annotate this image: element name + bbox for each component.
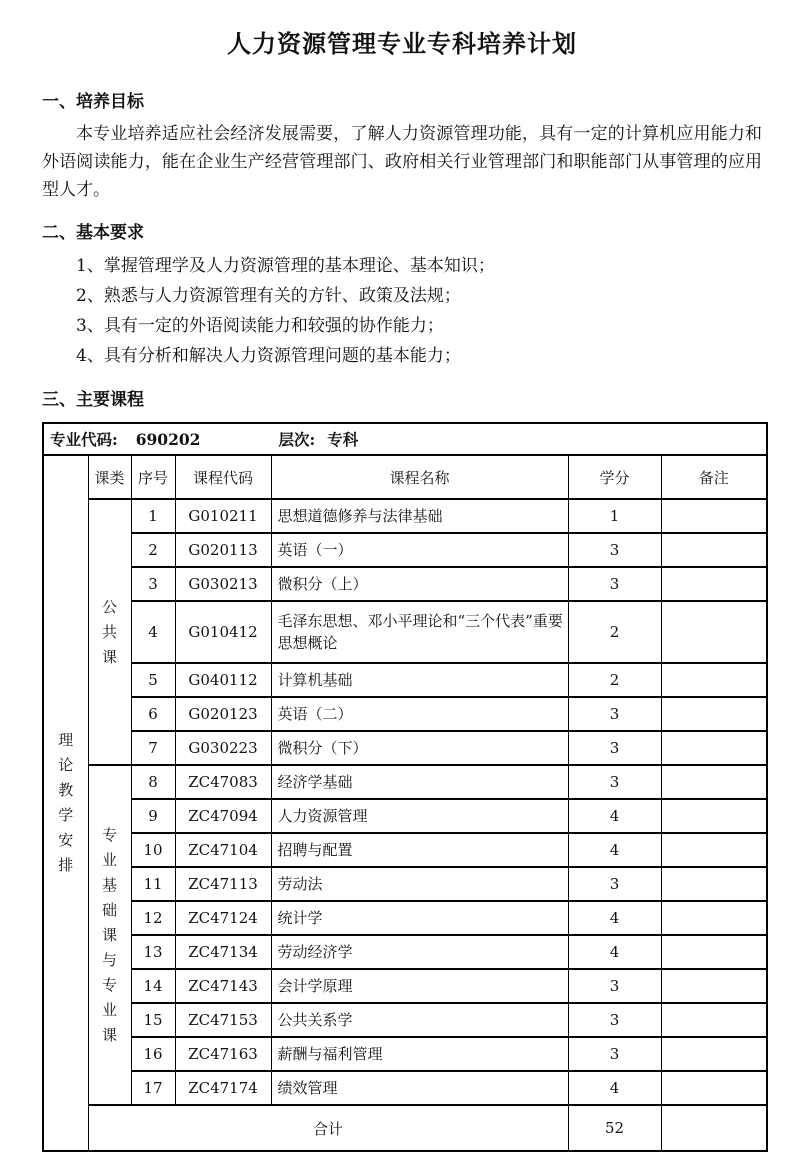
cell-code: G020113 bbox=[175, 533, 271, 567]
major-code-label: 专业代码: bbox=[50, 430, 118, 449]
cell-remark bbox=[661, 969, 767, 1003]
cell-name: 英语（二） bbox=[271, 697, 568, 731]
header-remarks: 备注 bbox=[661, 455, 767, 499]
cell-name: 思想道德修养与法律基础 bbox=[271, 499, 568, 533]
cell-code: ZC47124 bbox=[175, 901, 271, 935]
cell-seq: 13 bbox=[131, 935, 175, 969]
table-row bbox=[43, 901, 767, 935]
total-label-cell: 合计 bbox=[88, 1105, 568, 1151]
cell-code: G030213 bbox=[175, 567, 271, 601]
cell-credits: 3 bbox=[568, 567, 661, 601]
cell-name: 英语（一） bbox=[271, 533, 568, 567]
cell-name: 会计学原理 bbox=[271, 969, 568, 1003]
cell-code: ZC47104 bbox=[175, 833, 271, 867]
cell-remark bbox=[661, 731, 767, 765]
cell-name: 统计学 bbox=[271, 901, 568, 935]
table-row bbox=[43, 765, 767, 799]
cell-name: 经济学基础 bbox=[271, 765, 568, 799]
table-meta-row bbox=[43, 423, 767, 455]
cell-remark bbox=[661, 1037, 767, 1071]
cell-remark bbox=[661, 567, 767, 601]
cell-code: G010412 bbox=[175, 601, 271, 663]
cell-remark bbox=[661, 901, 767, 935]
cell-remark bbox=[661, 1003, 767, 1037]
total-credits-cell: 52 bbox=[568, 1105, 661, 1151]
cell-name: 劳动经济学 bbox=[271, 935, 568, 969]
section-heading-courses: 三、主要课程 bbox=[42, 390, 144, 410]
cell-code: ZC47174 bbox=[175, 1071, 271, 1105]
cell-remark bbox=[661, 663, 767, 697]
cell-credits: 3 bbox=[568, 1003, 661, 1037]
cell-seq: 15 bbox=[131, 1003, 175, 1037]
table-row bbox=[43, 697, 767, 731]
table-row bbox=[43, 1037, 767, 1071]
cell-credits: 4 bbox=[568, 1071, 661, 1105]
cell-credits: 3 bbox=[568, 533, 661, 567]
cell-code: ZC47094 bbox=[175, 799, 271, 833]
header-credits: 学分 bbox=[568, 455, 661, 499]
cell-remark bbox=[661, 1071, 767, 1105]
requirement-item: 1、掌握管理学及人力资源管理的基本理论、基本知识； bbox=[76, 256, 495, 276]
cell-name: 微积分（上） bbox=[271, 567, 568, 601]
major-code-value: 690202 bbox=[135, 430, 201, 449]
section-heading-objectives: 一、培养目标 bbox=[42, 92, 144, 112]
cell-seq: 7 bbox=[131, 731, 175, 765]
page-title: 人力资源管理专业专科培养计划 bbox=[227, 30, 577, 58]
header-course-code: 课程代码 bbox=[175, 455, 271, 499]
cell-credits: 4 bbox=[568, 935, 661, 969]
cell-name: 毛泽东思想、邓小平理论和“三个代表”重要思想概论 bbox=[271, 601, 568, 663]
requirement-item: 4、具有分析和解决人力资源管理问题的基本能力； bbox=[76, 346, 461, 366]
table-row bbox=[43, 1003, 767, 1037]
cell-name: 劳动法 bbox=[271, 867, 568, 901]
cell-credits: 4 bbox=[568, 799, 661, 833]
cell-remark bbox=[661, 499, 767, 533]
cell-seq: 1 bbox=[131, 499, 175, 533]
cell-code: G030223 bbox=[175, 731, 271, 765]
cell-name: 微积分（下） bbox=[271, 731, 568, 765]
table-row bbox=[43, 867, 767, 901]
cell-credits: 1 bbox=[568, 499, 661, 533]
cell-credits: 3 bbox=[568, 731, 661, 765]
level-value: 专科 bbox=[327, 430, 359, 449]
cell-seq: 14 bbox=[131, 969, 175, 1003]
header-course-category: 课类 bbox=[88, 455, 131, 499]
table-row bbox=[43, 969, 767, 1003]
cell-name: 计算机基础 bbox=[271, 663, 568, 697]
cell-remark bbox=[661, 765, 767, 799]
requirements-list bbox=[76, 251, 762, 371]
cell-code: ZC47163 bbox=[175, 1037, 271, 1071]
cell-remark bbox=[661, 533, 767, 567]
cell-name: 公共关系学 bbox=[271, 1003, 568, 1037]
cell-credits: 3 bbox=[568, 697, 661, 731]
cell-seq: 2 bbox=[131, 533, 175, 567]
cell-remark bbox=[661, 935, 767, 969]
cell-credits: 3 bbox=[568, 867, 661, 901]
cell-name: 人力资源管理 bbox=[271, 799, 568, 833]
cell-seq: 5 bbox=[131, 663, 175, 697]
table-header-row bbox=[43, 455, 767, 499]
requirement-item: 3、具有一定的外语阅读能力和较强的协作能力； bbox=[76, 316, 444, 336]
section-heading-requirements: 二、基本要求 bbox=[42, 223, 144, 243]
total-row bbox=[43, 1105, 767, 1151]
cell-seq: 10 bbox=[131, 833, 175, 867]
table-row bbox=[43, 567, 767, 601]
cell-credits: 4 bbox=[568, 901, 661, 935]
table-row bbox=[43, 731, 767, 765]
level-label: 层次: bbox=[278, 430, 316, 449]
cell-seq: 6 bbox=[131, 697, 175, 731]
cell-remark bbox=[661, 697, 767, 731]
cell-seq: 11 bbox=[131, 867, 175, 901]
cell-code: ZC47134 bbox=[175, 935, 271, 969]
table-row bbox=[43, 935, 767, 969]
objectives-paragraph: 本专业培养适应社会经济发展需要，了解人力资源管理功能，具有一定的计算机应用能力和外语阅读能力，能在企业生产经营管理部门、政府相关行业管理部门和职能部门从事管理的应用型人才。 bbox=[42, 124, 762, 200]
cell-remark bbox=[661, 833, 767, 867]
cell-remark bbox=[661, 799, 767, 833]
cell-code: ZC47113 bbox=[175, 867, 271, 901]
cell-seq: 8 bbox=[131, 765, 175, 799]
cell-seq: 17 bbox=[131, 1071, 175, 1105]
cell-credits: 3 bbox=[568, 1037, 661, 1071]
cell-seq: 3 bbox=[131, 567, 175, 601]
total-remark-cell bbox=[661, 1105, 767, 1151]
table-row bbox=[43, 799, 767, 833]
header-course-name: 课程名称 bbox=[271, 455, 568, 499]
cell-code: G040112 bbox=[175, 663, 271, 697]
cell-credits: 3 bbox=[568, 969, 661, 1003]
cell-seq: 12 bbox=[131, 901, 175, 935]
cell-name: 招聘与配置 bbox=[271, 833, 568, 867]
cell-code: ZC47083 bbox=[175, 765, 271, 799]
cell-code: G020123 bbox=[175, 697, 271, 731]
table-row bbox=[43, 1071, 767, 1105]
cell-seq: 9 bbox=[131, 799, 175, 833]
cell-credits: 3 bbox=[568, 765, 661, 799]
meta-line bbox=[44, 428, 766, 450]
cell-seq: 16 bbox=[131, 1037, 175, 1071]
cell-code: ZC47143 bbox=[175, 969, 271, 1003]
header-seq: 序号 bbox=[131, 455, 175, 499]
cell-name: 薪酬与福利管理 bbox=[271, 1037, 568, 1071]
cell-remark bbox=[661, 601, 767, 663]
category-major-courses-cell: 专业基础课与专业课 bbox=[88, 765, 131, 1105]
table-row bbox=[43, 533, 767, 567]
requirement-item: 2、熟悉与人力资源管理有关的方针、政策及法规； bbox=[76, 286, 461, 306]
cell-credits: 4 bbox=[568, 833, 661, 867]
cell-code: ZC47153 bbox=[175, 1003, 271, 1037]
cell-code: G010211 bbox=[175, 499, 271, 533]
cell-seq: 4 bbox=[131, 601, 175, 663]
cell-name: 绩效管理 bbox=[271, 1071, 568, 1105]
cell-credits: 2 bbox=[568, 601, 661, 663]
table-row bbox=[43, 663, 767, 697]
category-public-courses-cell: 公共课 bbox=[88, 499, 131, 765]
table-row bbox=[43, 601, 767, 663]
cell-remark bbox=[661, 867, 767, 901]
cell-credits: 2 bbox=[568, 663, 661, 697]
row-group-label-cell: 理论教学安排 bbox=[43, 455, 88, 1151]
table-row bbox=[43, 499, 767, 533]
course-plan-table bbox=[42, 422, 768, 1152]
table-row bbox=[43, 833, 767, 867]
